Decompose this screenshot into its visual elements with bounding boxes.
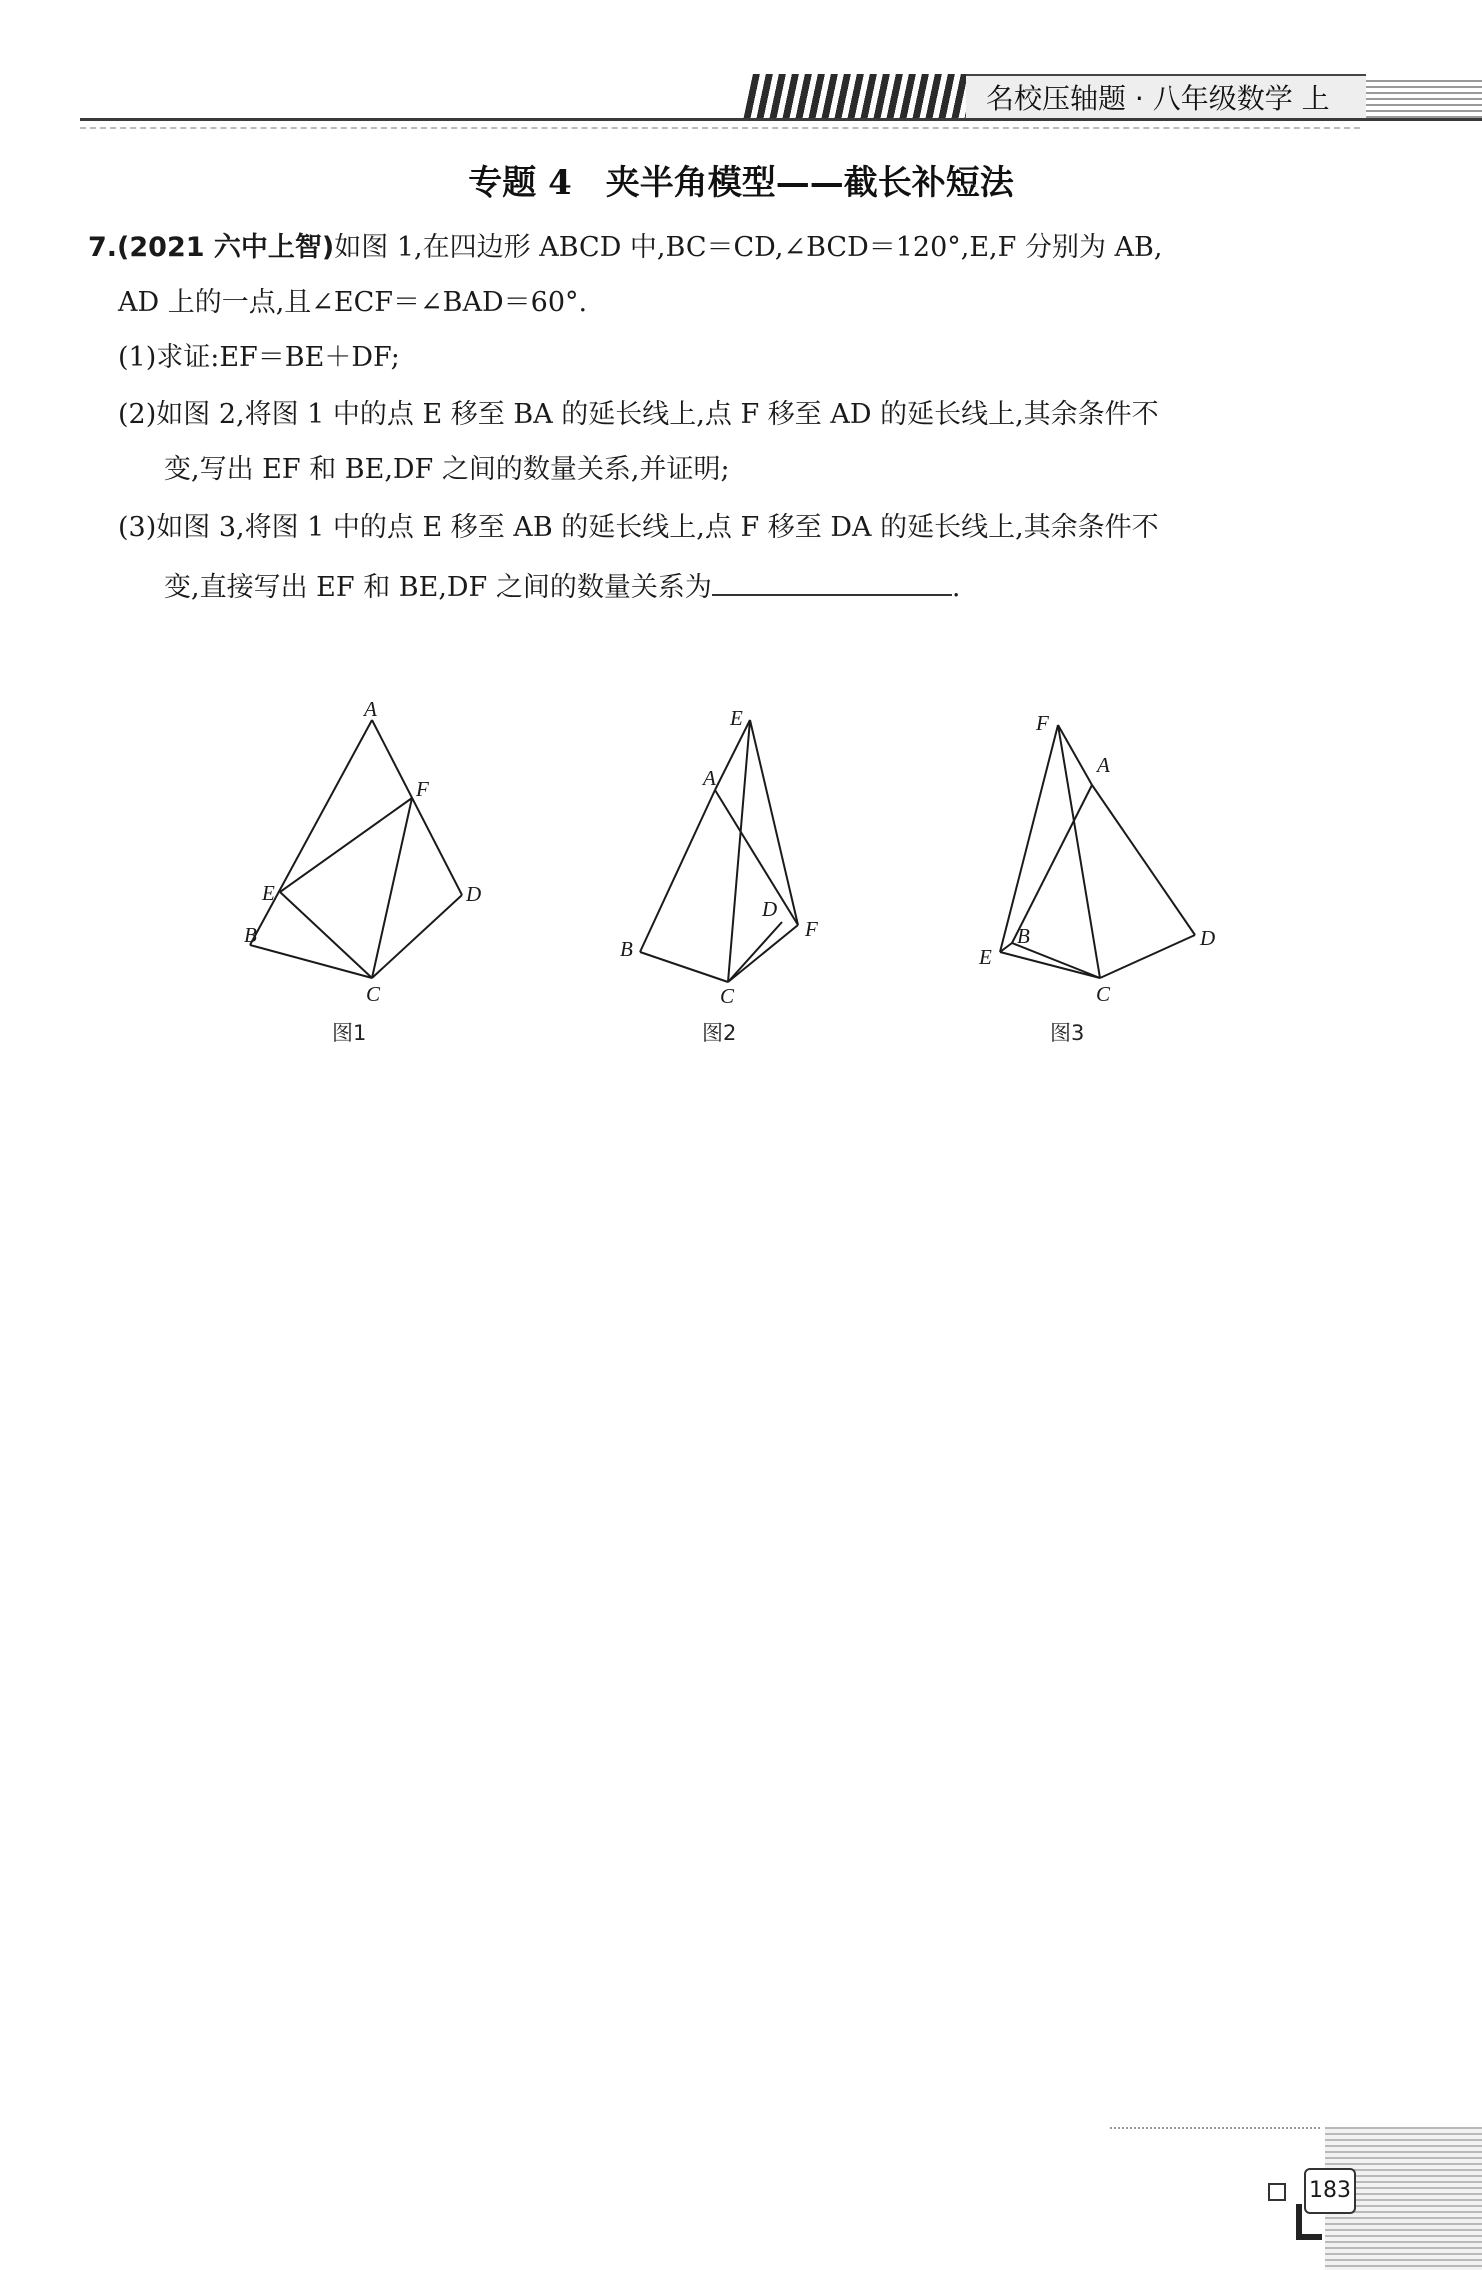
problem-part-2-line-2: 变,写出 EF 和 BE,DF 之间的数量关系,并证明;	[164, 454, 730, 485]
fig2-label-c: C	[720, 984, 735, 1008]
figure-3-caption: 图3	[1050, 1021, 1085, 1045]
fig1-label-d: D	[466, 882, 482, 906]
fig3-label-e: E	[979, 945, 992, 969]
footer-dotted-rule	[1110, 2127, 1320, 2129]
fig2-label-d: D	[762, 897, 778, 921]
fig3-label-f: F	[1036, 711, 1049, 735]
problem-stem-2: AD 上的一点,且∠ECF＝∠BAD＝60°.	[118, 287, 588, 318]
fig3-label-c: C	[1096, 982, 1111, 1006]
header-book-title: 名校压轴题 · 八年级数学 上	[966, 74, 1366, 120]
fig2-label-a: A	[703, 766, 716, 790]
problem-part-3-end: .	[951, 572, 961, 603]
fig3-label-a: A	[1097, 753, 1110, 777]
figure-2-drawing	[640, 720, 798, 982]
fig2-label-e: E	[730, 706, 743, 730]
problem-part-2-line-1: (2)如图 2,将图 1 中的点 E 移至 BA 的延长线上,点 F 移至 AD 的延长线上,其余条件不	[118, 399, 1159, 430]
fig1-label-b: B	[244, 923, 257, 947]
figure-1-drawing	[250, 720, 462, 978]
problem-part-1: (1)求证:EF＝BE＋DF;	[118, 342, 400, 373]
fig2-label-b: B	[620, 937, 633, 961]
footer-checkbox-icon	[1268, 2183, 1286, 2201]
fig1-label-a: A	[364, 697, 377, 721]
problem-stem-1: 如图 1,在四边形 ABCD 中,BC＝CD,∠BCD＝120°,E,F 分别为 AB,	[334, 232, 1163, 263]
page-number: 183	[1304, 2168, 1356, 2214]
problem-part-3-line-1: (3)如图 3,将图 1 中的点 E 移至 AB 的延长线上,点 F 移至 DA 的延长线上,其余条件不	[118, 512, 1159, 543]
problem-number: 7.	[88, 232, 118, 263]
fig3-label-b: B	[1017, 924, 1030, 948]
problem-source: (2021 六中上智)	[117, 232, 335, 263]
figure-2-caption: 图2	[702, 1021, 737, 1045]
problem-part-3-text: 变,直接写出 EF 和 BE,DF 之间的数量关系为	[164, 572, 712, 603]
topic-title: 专题 4 夹半角模型——截长补短法	[468, 163, 1014, 203]
fig2-label-f: F	[805, 917, 818, 941]
fig1-label-c: C	[366, 982, 381, 1006]
fig3-label-d: D	[1200, 926, 1216, 950]
fig1-label-e: E	[262, 881, 275, 905]
figure-1-caption: 图1	[332, 1021, 367, 1045]
fig1-label-f: F	[416, 777, 429, 801]
